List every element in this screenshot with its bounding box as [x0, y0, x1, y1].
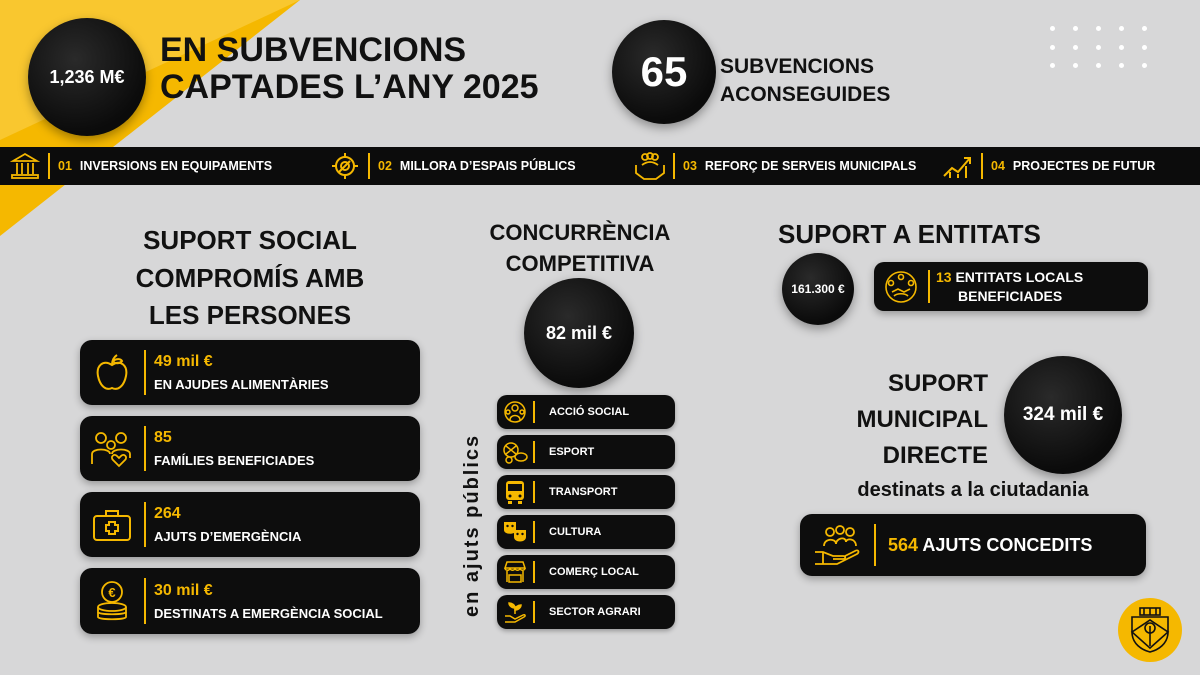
category-number: 02 — [378, 159, 392, 173]
direct-amount-circle — [1004, 356, 1122, 474]
theater-masks-icon — [497, 520, 533, 544]
entities-label-line2: BENEFICIADES — [958, 287, 1063, 304]
competitive-amount: 82 mil € — [545, 322, 613, 343]
category-item-3 — [625, 147, 935, 185]
competitive-item-culture — [497, 515, 675, 549]
count-label — [720, 53, 890, 110]
direct-count: 564 — [888, 534, 919, 555]
category-number: 03 — [683, 159, 697, 173]
category-item-4 — [935, 147, 1190, 185]
social-emergency-value: 30 mil € — [154, 581, 213, 599]
total-amount: 1,236 M€ — [49, 66, 125, 87]
social-card-emergency — [80, 492, 420, 557]
hand-people-icon — [800, 524, 874, 566]
community-icon — [497, 400, 533, 424]
families-label: FAMÍLIES BENEFICIADES — [154, 453, 315, 468]
direct-count-label: AJUTS CONCEDITS — [922, 534, 1093, 555]
header-title-line2: CAPTADES L’ANY 2025 — [160, 67, 539, 106]
direct-title-line2: MUNICIPAL — [856, 406, 988, 433]
category-bar — [0, 147, 1200, 185]
social-title-line2: COMPROMÍS AMB — [135, 262, 365, 293]
competitive-item-label: TRANSPORT — [549, 486, 618, 498]
competitive-title-line1: CONCURRÈNCIA — [489, 220, 671, 245]
social-card-social-emergency — [80, 568, 420, 634]
entities-label-line1: ENTITATS LOCALS — [955, 268, 1084, 285]
family-icon — [80, 430, 144, 468]
market-stall-icon — [497, 560, 533, 584]
category-item-2 — [320, 147, 625, 185]
competitive-item-label: COMERÇ LOCAL — [549, 566, 639, 578]
first-aid-kit-icon — [80, 507, 144, 543]
social-emergency-label: DESTINATS A EMERGÈNCIA SOCIAL — [154, 605, 383, 621]
apple-icon — [80, 353, 144, 393]
competitive-title-line2: COMPETITIVA — [505, 250, 655, 276]
families-value: 85 — [154, 429, 172, 446]
category-label: REFORÇ DE SERVEIS MUNICIPALS — [704, 159, 917, 173]
gear-wrench-icon — [326, 147, 364, 185]
header-title-line1: EN SUBVENCIONS — [160, 31, 467, 69]
dot-grid-decoration — [1050, 26, 1165, 82]
sports-balls-icon — [497, 440, 533, 464]
count-label-line1: SUBVENCIONS — [720, 55, 875, 78]
competitive-amount-circle — [524, 278, 634, 388]
food-aid-value: 49 mil € — [154, 353, 213, 370]
category-item-1 — [0, 147, 320, 185]
emergency-aid-label: AJUTS D’EMERGÈNCIA — [154, 529, 302, 544]
social-title — [80, 222, 420, 335]
competitive-item-label: SECTOR AGRARI — [549, 606, 641, 618]
direct-card — [800, 514, 1146, 576]
count-label-line2: ACONSEGUIDES — [720, 83, 891, 107]
category-label: MILLORA D’ESPAIS PÚBLICS — [399, 159, 576, 173]
hands-people-icon — [631, 147, 669, 185]
handshake-people-icon — [874, 270, 928, 304]
category-label: PROJECTES DE FUTUR — [1012, 159, 1156, 173]
competitive-item-social — [497, 395, 675, 429]
count-circle — [612, 20, 716, 124]
header-title — [160, 32, 539, 105]
competitive-item-label: ACCIÓ SOCIAL — [549, 406, 630, 418]
competitive-item-sport — [497, 435, 675, 469]
category-label: INVERSIONS EN EQUIPAMENTS — [79, 159, 273, 173]
entities-title: SUPORT A ENTITATS — [778, 219, 1041, 249]
plant-hand-icon — [497, 600, 533, 624]
social-card-families — [80, 416, 420, 481]
direct-title-line3: DIRECTE — [882, 442, 988, 469]
category-number: 01 — [58, 159, 72, 173]
total-amount-circle — [28, 18, 146, 136]
social-card-food — [80, 340, 420, 405]
entities-count: 13 — [936, 268, 952, 285]
competitive-item-label: ESPORT — [549, 446, 595, 458]
growth-chart-icon — [939, 147, 977, 185]
entities-card — [874, 262, 1148, 311]
direct-amount: 324 mil € — [1022, 404, 1104, 425]
entities-amount: 161.300 € — [791, 282, 845, 296]
bus-icon — [497, 480, 533, 504]
direct-subtitle: destinats a la ciutadania — [857, 479, 1089, 501]
competitive-title — [460, 218, 700, 280]
competitive-item-commerce — [497, 555, 675, 589]
euro-coins-icon — [80, 579, 144, 623]
svg-text:€: € — [108, 585, 116, 600]
competitive-item-agriculture — [497, 595, 675, 629]
competitive-item-label: CULTURA — [549, 526, 602, 538]
social-title-line3: LES PERSONES — [148, 300, 352, 331]
municipal-seal-logo — [1118, 598, 1182, 662]
building-icon — [6, 147, 44, 185]
entities-amount-circle — [782, 253, 854, 325]
food-aid-label: EN AJUDES ALIMENTÀRIES — [154, 377, 329, 392]
emergency-aid-value: 264 — [154, 505, 181, 522]
subsidy-count: 65 — [640, 48, 688, 95]
category-number: 04 — [991, 159, 1005, 173]
social-title-line1: SUPORT SOCIAL — [143, 225, 357, 255]
direct-title — [818, 366, 988, 474]
vertical-label: en ajuts públics — [461, 433, 483, 617]
direct-title-line1: SUPORT — [887, 370, 988, 397]
competitive-item-transport — [497, 475, 675, 509]
